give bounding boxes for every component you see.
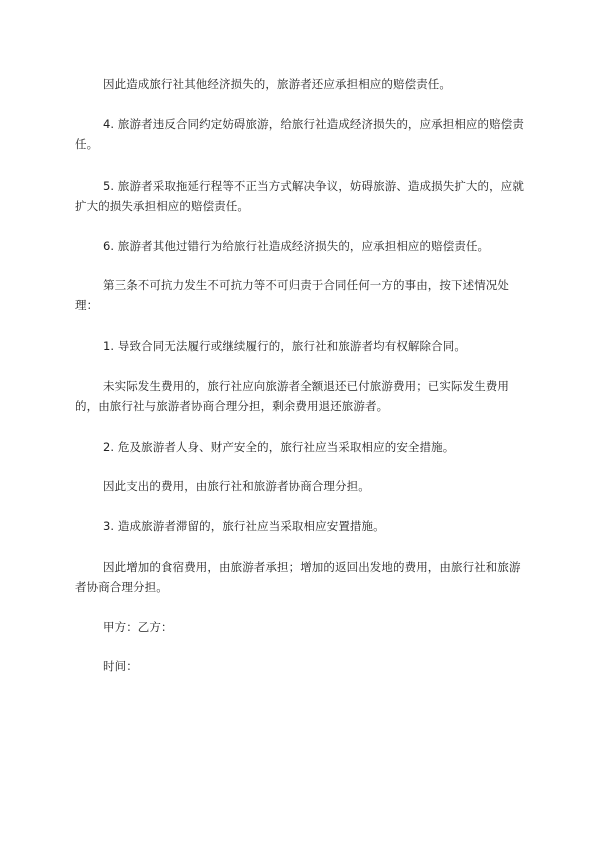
- paragraph-8: 2. 危及旅游者人身、财产安全的，旅行社应当采取相应的安全措施。: [103, 440, 455, 454]
- paragraph-9: 因此支出的费用，由旅行社和旅游者协商合理分担。: [103, 479, 370, 493]
- paragraph-7: 未实际发生费用的，旅行社应向旅游者全额退还已付旅游费用；已实际发生费用的，由旅行社与旅游者协商合理分担，剩余费用退还旅游者。: [75, 379, 509, 413]
- paragraph-11: 因此增加的食宿费用，由旅游者承担；增加的返回出发地的费用，由旅行社和旅游者协商合理分担。: [75, 560, 521, 594]
- paragraph-signatories: 甲方：乙方：: [103, 620, 173, 634]
- paragraph-2: 4. 旅游者违反合同约定妨碍旅游，给旅行社造成经济损失的，应承担相应的赔偿责任。: [75, 117, 524, 151]
- paragraph-1: 因此造成旅行社其他经济损失的，旅游者还应承担相应的赔偿责任。: [103, 77, 451, 91]
- paragraph-3: 5. 旅游者采取拖延行程等不正当方式解决争议，妨碍旅游、造成损失扩大的，应就扩大的损失承担相应的赔偿责任。: [75, 179, 524, 213]
- paragraph-5: 第三条不可抗力发生不可抗力等不可归责于合同任何一方的事由，按下述情况处理：: [75, 278, 509, 312]
- paragraph-4: 6. 旅游者其他过错行为给旅行社造成经济损失的，应承担相应的赔偿责任。: [103, 239, 490, 253]
- paragraph-10: 3. 造成旅游者滞留的，旅行社应当采取相应安置措施。: [103, 519, 385, 533]
- paragraph-6: 1. 导致合同无法履行或继续履行的，旅行社和旅游者均有权解除合同。: [103, 339, 466, 353]
- paragraph-time: 时间：: [103, 659, 138, 673]
